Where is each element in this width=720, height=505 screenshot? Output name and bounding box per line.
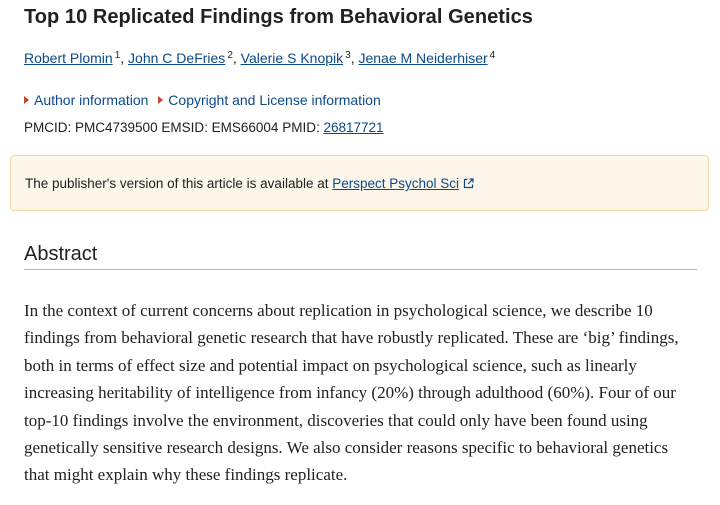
article-identifiers: [24, 120, 384, 135]
triangle-right-icon: [158, 96, 163, 104]
article-meta-toggles: [24, 92, 387, 108]
abstract-heading: Abstract: [24, 243, 697, 270]
author-affiliation-sup[interactable]: 1: [114, 50, 121, 61]
author-link[interactable]: Jenae M Neiderhiser: [358, 50, 488, 66]
author-affiliation-sup[interactable]: 4: [489, 50, 496, 61]
pmid-link[interactable]: 26817721: [323, 120, 384, 135]
author-affiliation-sup[interactable]: 2: [227, 50, 233, 61]
article-title: Top 10 Replicated Findings from Behavioral Genetics: [24, 6, 533, 28]
author-information-toggle[interactable]: [24, 92, 148, 108]
publisher-journal-label: Perspect Psychol Sci: [332, 176, 460, 191]
publisher-version-notice: [10, 155, 709, 211]
author-affiliation-sup[interactable]: 3: [345, 50, 351, 61]
author-information-label: Author information: [34, 92, 149, 108]
abstract-text: In the context of current concerns about replication in psychological science, we describe 10 findings from behavioral genetic research that have robustly replicated. These are ‘big’ findings, both in terms of effect size and potential impact on psychological science, such as linearly increasing heritability of intelligence from infancy (20%) through adulthood (60%). Four of our top-10 findings involve the environment, discoveries that could only have been found using genetically sensitive research designs. We also consider reasons specific to behavioral genetics that might explain why these findings replicate.: [24, 301, 679, 485]
notice-text: The publisher's version of this article is available at: [25, 176, 329, 191]
author-link[interactable]: Valerie S Knopik: [240, 50, 344, 66]
copyright-license-toggle[interactable]: [158, 92, 380, 108]
emsid-value: EMS66004: [211, 120, 279, 135]
copyright-license-label: Copyright and License information: [168, 92, 381, 108]
author-list: Robert Plomin $^1$, John C DeFries $^2$, Valerie S Knopik $^3$, Jenae M Neiderhiser $^4$: [24, 50, 496, 66]
pmcid-label: PMCID:: [24, 120, 72, 135]
triangle-right-icon: [24, 96, 29, 104]
pmcid-value: PMC4739500: [75, 120, 158, 135]
author-link[interactable]: Robert Plomin: [24, 50, 113, 66]
pmid-label: PMID:: [282, 120, 320, 135]
emsid-label: EMSID:: [161, 120, 208, 135]
external-link-icon[interactable]: [463, 178, 474, 189]
author-link[interactable]: John C DeFries: [128, 50, 226, 66]
publisher-journal-link[interactable]: [332, 176, 459, 191]
